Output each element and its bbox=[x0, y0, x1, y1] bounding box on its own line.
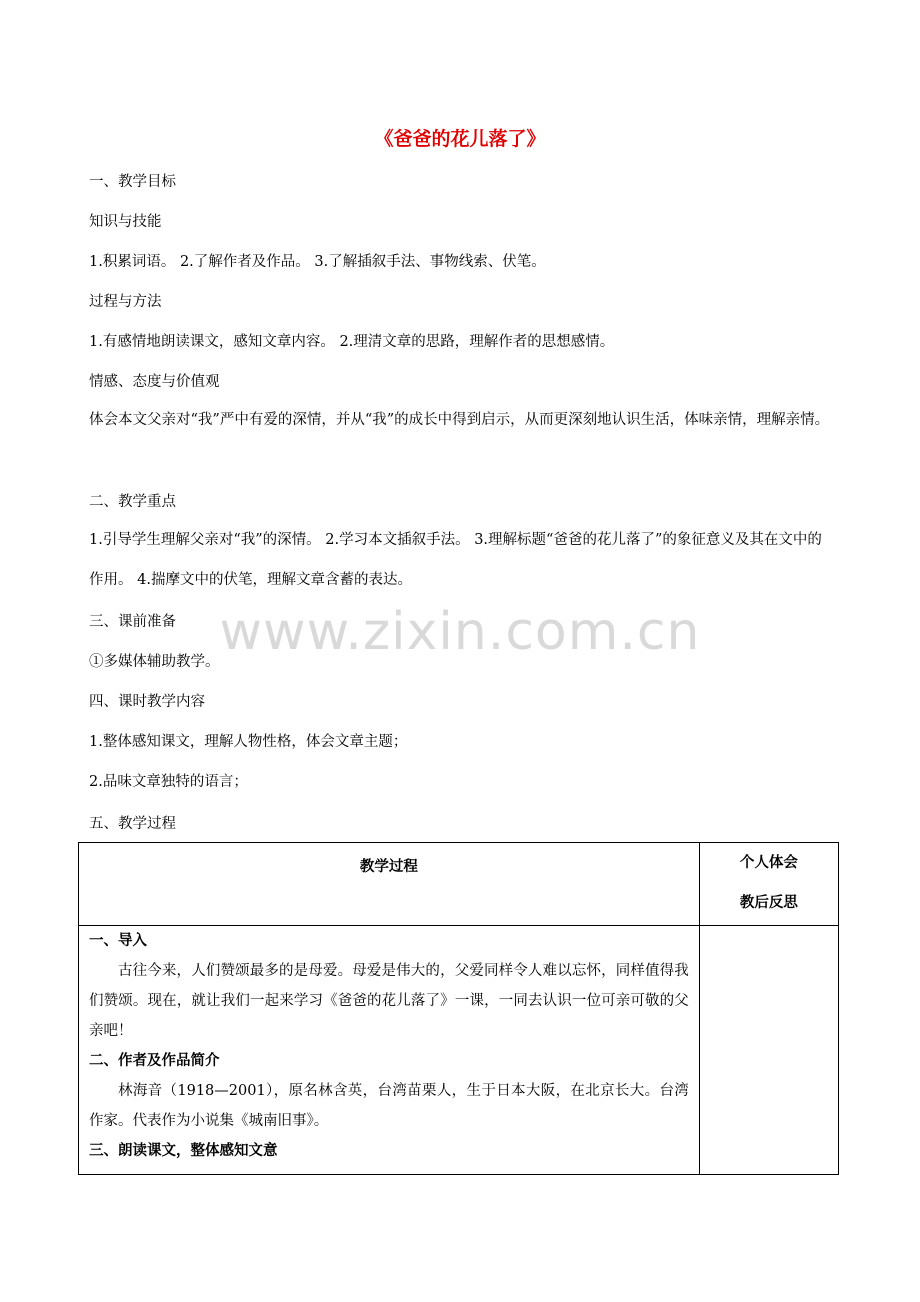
table-body-row bbox=[79, 926, 839, 1175]
header-reflection-label-1: 个人体会 bbox=[739, 854, 798, 871]
section-heading-objectives: 一、教学目标 bbox=[89, 174, 176, 190]
subheading-knowledge: 知识与技能 bbox=[89, 214, 162, 230]
header-reflection-label-2: 教后反思 bbox=[739, 894, 798, 911]
intro-paragraph: 古往今来，人们赞颂最多的是母爱。母爱是伟大的，父爱同样令人难以忘怀，同样值得我们赞颂。现在，就让我们一起来学习《爸爸的花儿落了》一课，一同去认识一位可亲可敬的父亲吧！ bbox=[89, 963, 689, 1039]
subheading-process: 过程与方法 bbox=[89, 294, 162, 310]
reflection-blank-cell[interactable] bbox=[699, 926, 838, 1175]
emotion-paragraph: 体会本文父亲对“我”严中有爱的深情，并从“我”的成长中得到启示，从而更深刻地认识生活，体味亲情，理解亲情。 bbox=[89, 412, 830, 428]
header-cell-reflection bbox=[699, 843, 838, 926]
section-heading-process-teaching: 五、教学过程 bbox=[89, 816, 176, 832]
section-heading-preparation: 三、课前准备 bbox=[89, 614, 176, 630]
table-header-row bbox=[79, 843, 839, 926]
section-heading-content: 四、课时教学内容 bbox=[89, 694, 205, 710]
subheading-emotion: 情感、态度与价值观 bbox=[89, 374, 220, 390]
document-title: 《爸爸的花儿落了》 bbox=[374, 128, 546, 150]
reading-heading: 三、朗读课文，整体感知文意 bbox=[89, 1142, 278, 1159]
process-items: 1.有感情地朗读课文，感知文章内容。 2.理清文章的思路，理解作者的思想感情。 bbox=[89, 334, 615, 350]
section-heading-focus: 二、教学重点 bbox=[89, 494, 176, 510]
content-item-2: 2.品味文章独特的语言； bbox=[89, 774, 248, 790]
header-cell-process bbox=[79, 843, 700, 926]
content-item-1: 1.整体感知课文，理解人物性格，体会文章主题； bbox=[89, 734, 408, 750]
teaching-process-table bbox=[78, 842, 839, 1175]
preparation-item: ①多媒体辅助教学。 bbox=[89, 654, 220, 670]
author-heading: 二、作者及作品简介 bbox=[89, 1052, 220, 1069]
process-content-cell bbox=[79, 926, 700, 1175]
focus-paragraph: 1.引导学生理解父亲对“我”的深情。 2.学习本文插叙手法。 3.理解标题“爸爸的花儿落了”的象征意义及其在文中的作用。 4.揣摩文中的伏笔，理解文章含蓄的表达。 bbox=[89, 532, 822, 588]
watermark: www.zixin.com.cn bbox=[219, 602, 701, 662]
knowledge-items: 1.积累词语。 2.了解作者及作品。 3.了解插叙手法、事物线索、伏笔。 bbox=[89, 254, 546, 270]
author-paragraph: 林海音（1918—2001），原名林含英，台湾苗栗人，生于日本大阪，在北京长大。台湾作家。代表作为小说集《城南旧事》。 bbox=[89, 1083, 689, 1129]
header-process-label: 教学过程 bbox=[359, 858, 418, 875]
intro-heading: 一、导入 bbox=[89, 932, 147, 949]
